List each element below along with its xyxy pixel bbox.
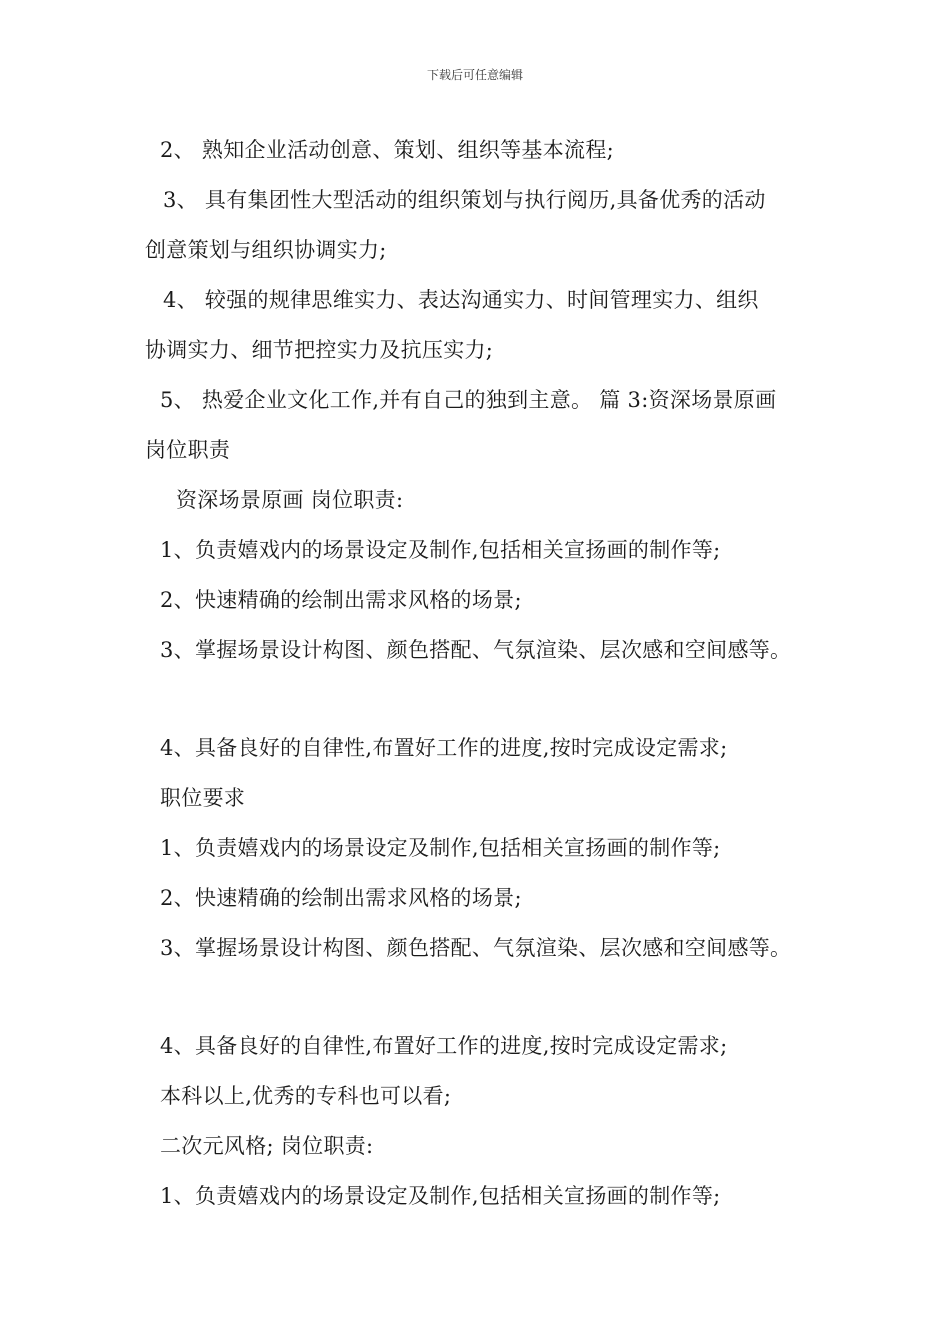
text-line-7: 岗位职责 [145, 438, 231, 462]
text-line-18: 本科以上,优秀的专科也可以看; [160, 1084, 452, 1108]
text-line-8: 资深场景原画 岗位职责: [176, 488, 404, 512]
page-header: 下载后可任意编辑 [426, 68, 523, 82]
text-line-12: 4、具备良好的自律性,布置好工作的进度,按时完成设定需求; [160, 736, 728, 760]
text-line-5: 协调实力、细节把控实力及抗压实力; [145, 338, 494, 362]
text-line-2: 3、 具有集团性大型活动的组织策划与执行阅历,具备优秀的活动 [163, 188, 766, 212]
text-line-15: 2、快速精确的绘制出需求风格的场景; [160, 886, 522, 910]
text-line-9: 1、负责嬉戏内的场景设定及制作,包括相关宣扬画的制作等; [160, 538, 721, 562]
text-line-16: 3、掌握场景设计构图、颜色搭配、气氛渲染、层次感和空间感等。 [160, 936, 792, 960]
text-line-1: 2、 熟知企业活动创意、策划、组织等基本流程; [160, 138, 615, 162]
text-line-13: 职位要求 [160, 786, 246, 810]
text-line-4: 4、 较强的规律思维实力、表达沟通实力、时间管理实力、组织 [163, 288, 759, 312]
text-line-6: 5、 热爱企业文化工作,并有自己的独到主意。 篇 3:资深场景原画 [160, 388, 777, 412]
text-line-11: 3、掌握场景设计构图、颜色搭配、气氛渲染、层次感和空间感等。 [160, 638, 792, 662]
text-line-10: 2、快速精确的绘制出需求风格的场景; [160, 588, 522, 612]
text-line-20: 1、负责嬉戏内的场景设定及制作,包括相关宣扬画的制作等; [160, 1184, 721, 1208]
text-line-3: 创意策划与组织协调实力; [145, 238, 387, 262]
text-line-14: 1、负责嬉戏内的场景设定及制作,包括相关宣扬画的制作等; [160, 836, 721, 860]
text-line-19: 二次元风格; 岗位职责: [160, 1134, 374, 1158]
text-line-17: 4、具备良好的自律性,布置好工作的进度,按时完成设定需求; [160, 1034, 728, 1058]
